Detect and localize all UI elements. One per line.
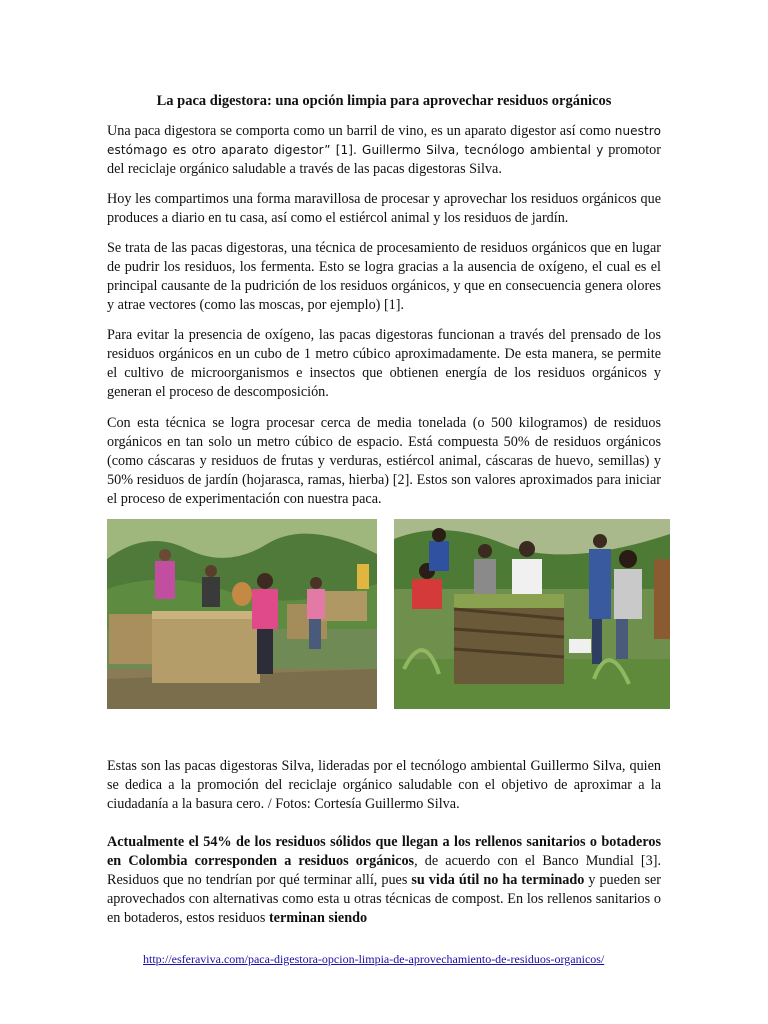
intro-line-3: promotor del reciclaje orgánico saludable a través de las pacas digestoras Silva. <box>107 142 662 177</box>
statistic-bold-2: su vida útil no ha terminado <box>411 872 585 888</box>
paragraph-intro <box>107 122 661 179</box>
intro-quote-line: nuestro estómago es otro aparato digestor” [1]. Guillermo Silva, tecnólogo ambiental y <box>107 124 662 157</box>
source-url-link[interactable]: http://esferaviva.com/paca-digestora-opcion-limpia-de-aprovechamiento-de-residuos-organicos/ <box>143 952 605 966</box>
photo-pacas-field <box>107 519 377 709</box>
article-title: La paca digestora: una opción limpia para aprovechar residuos orgánicos <box>156 93 612 109</box>
statistic-text-1: , de acuerdo con el Banco Mundial [3]. Residuos que no tendrían por qué terminar allí, pues <box>107 853 661 888</box>
intro-line-1: Una paca digestora se comporta como un barril de vino, es un aparato digestor así como <box>107 123 611 139</box>
paragraph-2: Hoy les compartimos una forma maravillosa de procesar y aprovechar los residuos orgánicos que produces a diario en tu casa, así como el estiércol animal y los residuos de jardín. <box>107 191 661 226</box>
statistic-bold-1: Actualmente el 54% de los residuos sólidos que llegan a los rellenos sanitarios o botaderos en Colombia corresponden a residuos orgánicos <box>107 834 661 869</box>
paragraph-4: Para evitar la presencia de oxígeno, las pacas digestoras funcionan a través del prensado de los residuos orgánicos en un cubo de 1 metro cúbico aproximadamente. De esta manera, se permite el cultivo de microorganismos e insectos que obtienen energía de los residuos orgánicos y generan el proceso de descomposición. <box>107 327 661 400</box>
photo-paca-group <box>394 519 670 709</box>
paragraph-statistics <box>107 833 661 928</box>
photo-caption: Estas son las pacas digestoras Silva, lideradas por el tecnólogo ambiental Guillermo Silva, quien se dedica a la promoción del reciclaje orgánico saludable con el objetivo de aproximar a la ciudadanía a la basura cero. / Fotos: Cortesía Guillermo Silva. <box>107 758 661 812</box>
statistic-bold-3: terminan siendo <box>268 910 368 926</box>
paragraph-3: Se trata de las pacas digestoras, una técnica de procesamiento de residuos orgánicos que en lugar de pudrir los residuos, los fermenta. Esto se logra gracias a la ausencia de oxígeno, el cual es el principal causante de la pudrición de los residuos orgánicos, y que en consecuencia genera olores y atrae vectores (como las moscas, por ejemplo) [1]. <box>107 240 661 313</box>
paragraph-5: Con esta técnica se logra procesar cerca de media tonelada (o 500 kilogramos) de residuos orgánicos en tan solo un metro cúbico de espacio. Está compuesta 50% de residuos orgánicos (como cáscaras y residuos de frutas y verduras, estiércol animal, cáscaras de huevo, semillas) y 50% residuos de jardín (hojarasca, ramas, hierba) [2]. Estos son valores aproximados para iniciar el proceso de experimentación con nuestra paca. <box>107 415 661 507</box>
statistic-text-2: y pueden ser aprovechados con alternativas como esta u otras técnicas de compost. En los rellenos sanitarios o en botaderos, estos residuos <box>107 872 661 926</box>
